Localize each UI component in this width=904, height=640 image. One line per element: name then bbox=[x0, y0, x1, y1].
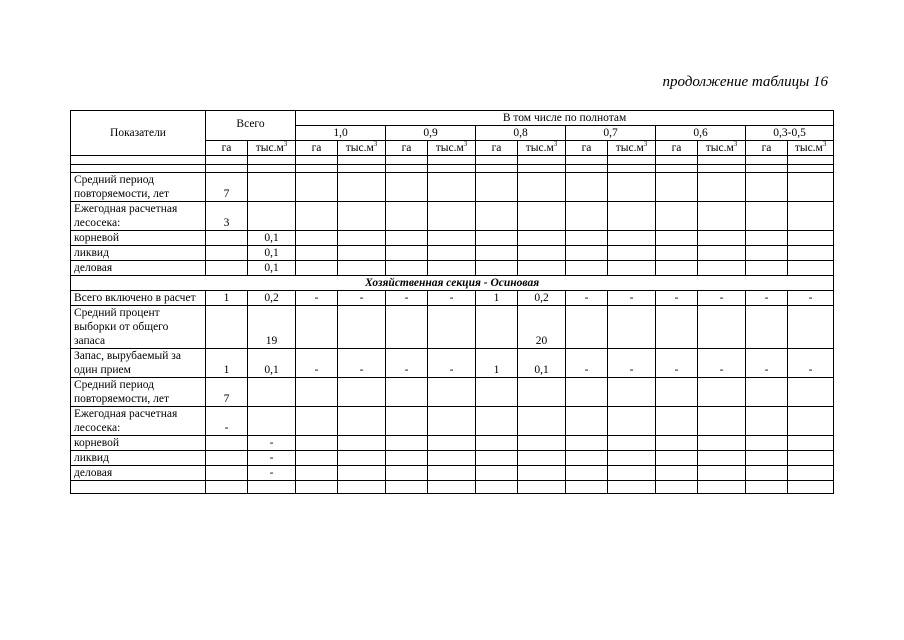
table-cell bbox=[656, 306, 698, 349]
empty-cell bbox=[476, 165, 518, 173]
table-cell bbox=[608, 451, 656, 466]
empty-cell bbox=[428, 156, 476, 165]
table-cell: 7 bbox=[206, 378, 248, 407]
table-cell bbox=[476, 261, 518, 276]
table-cell bbox=[338, 378, 386, 407]
row-label: Ежегодная расчетная лесосека: bbox=[71, 202, 206, 231]
empty-cell bbox=[476, 156, 518, 165]
table-cell bbox=[248, 173, 296, 202]
table-cell bbox=[608, 436, 656, 451]
table-cell bbox=[518, 466, 566, 481]
table-cell bbox=[296, 378, 338, 407]
table-cell bbox=[386, 436, 428, 451]
table-cell bbox=[476, 202, 518, 231]
table-cell bbox=[656, 378, 698, 407]
table-cell bbox=[296, 306, 338, 349]
density-header: 0,6 bbox=[656, 126, 746, 141]
table-cell: 1 bbox=[206, 349, 248, 378]
empty-cell bbox=[746, 165, 788, 173]
table-cell bbox=[608, 306, 656, 349]
table-cell: 1 bbox=[476, 291, 518, 306]
empty-cell bbox=[386, 481, 428, 494]
table-cell: - bbox=[566, 291, 608, 306]
table-cell bbox=[386, 306, 428, 349]
table-cell bbox=[656, 451, 698, 466]
table-cell: - bbox=[788, 291, 834, 306]
table-row bbox=[71, 306, 834, 349]
empty-cell bbox=[428, 481, 476, 494]
table-cell bbox=[698, 246, 746, 261]
table-cell bbox=[428, 246, 476, 261]
table-cell bbox=[476, 436, 518, 451]
table-cell bbox=[518, 261, 566, 276]
empty-cell bbox=[71, 156, 206, 165]
table-cell bbox=[248, 378, 296, 407]
table-cell bbox=[698, 378, 746, 407]
table-cell bbox=[338, 466, 386, 481]
empty-cell bbox=[656, 165, 698, 173]
empty-cell bbox=[608, 156, 656, 165]
header-indicators: Показатели bbox=[71, 111, 206, 156]
empty-cell bbox=[248, 156, 296, 165]
table-cell: - bbox=[248, 466, 296, 481]
table-cell bbox=[746, 246, 788, 261]
table-cell bbox=[566, 202, 608, 231]
table-row bbox=[71, 451, 834, 466]
table-cell bbox=[476, 231, 518, 246]
table-cell bbox=[518, 173, 566, 202]
table-cell bbox=[206, 451, 248, 466]
empty-cell bbox=[206, 481, 248, 494]
unit-volume-text: тыс.м bbox=[435, 142, 464, 154]
table-cell bbox=[476, 378, 518, 407]
table-cell: - bbox=[338, 291, 386, 306]
table-cell: - bbox=[296, 349, 338, 378]
density-header: 0,9 bbox=[386, 126, 476, 141]
empty-cell bbox=[296, 481, 338, 494]
table-cell bbox=[206, 246, 248, 261]
table-cell bbox=[566, 451, 608, 466]
table-cell: - bbox=[746, 291, 788, 306]
table-cell bbox=[386, 451, 428, 466]
empty-cell bbox=[248, 165, 296, 173]
table-cell: 0,1 bbox=[248, 231, 296, 246]
empty-cell bbox=[386, 156, 428, 165]
table-cell bbox=[656, 246, 698, 261]
table-row bbox=[71, 231, 834, 246]
table-cell bbox=[788, 246, 834, 261]
table-cell: 0,2 bbox=[518, 291, 566, 306]
table-row bbox=[71, 202, 834, 231]
table-cell bbox=[518, 202, 566, 231]
table-row bbox=[71, 407, 834, 436]
empty-cell bbox=[338, 165, 386, 173]
density-header: 0,7 bbox=[566, 126, 656, 141]
table-cell bbox=[476, 407, 518, 436]
table-row bbox=[71, 246, 834, 261]
empty-row bbox=[71, 165, 834, 173]
empty-cell bbox=[788, 165, 834, 173]
table-cell: - bbox=[386, 291, 428, 306]
unit-volume bbox=[788, 141, 834, 156]
table-row bbox=[71, 291, 834, 306]
table-cell bbox=[656, 466, 698, 481]
unit-volume-exponent: 3 bbox=[553, 140, 558, 148]
table-cell bbox=[608, 378, 656, 407]
unit-ha: га bbox=[746, 141, 788, 156]
table-cell bbox=[476, 173, 518, 202]
table-row bbox=[71, 349, 834, 378]
table-cell bbox=[746, 407, 788, 436]
table-cell bbox=[338, 407, 386, 436]
table-cell: - bbox=[698, 349, 746, 378]
table-cell bbox=[608, 466, 656, 481]
table-cell: - bbox=[428, 291, 476, 306]
table-cell bbox=[746, 436, 788, 451]
table-cell bbox=[296, 231, 338, 246]
unit-volume bbox=[338, 141, 386, 156]
empty-cell bbox=[746, 156, 788, 165]
table-cell bbox=[746, 231, 788, 246]
table-cell bbox=[698, 407, 746, 436]
unit-volume-exponent: 3 bbox=[283, 140, 288, 148]
unit-volume-text: тыс.м bbox=[255, 142, 284, 154]
table-cell bbox=[428, 407, 476, 436]
table-cell bbox=[206, 436, 248, 451]
table-cell bbox=[698, 231, 746, 246]
table-cell bbox=[746, 466, 788, 481]
table-cell bbox=[566, 466, 608, 481]
table-cell bbox=[428, 466, 476, 481]
empty-cell bbox=[386, 165, 428, 173]
table-cell bbox=[296, 407, 338, 436]
row-label: Средний период повторяемости, лет bbox=[71, 378, 206, 407]
empty-cell bbox=[656, 156, 698, 165]
table-cell bbox=[476, 246, 518, 261]
header-by-density: В том числе по полнотам bbox=[296, 111, 834, 126]
data-table bbox=[70, 110, 834, 494]
table-row bbox=[71, 378, 834, 407]
table-cell bbox=[566, 378, 608, 407]
table-cell bbox=[338, 261, 386, 276]
table-cell bbox=[566, 306, 608, 349]
table-cell: - bbox=[656, 349, 698, 378]
table-cell bbox=[566, 231, 608, 246]
table-cell bbox=[788, 173, 834, 202]
empty-cell bbox=[746, 481, 788, 494]
table-cell: - bbox=[746, 349, 788, 378]
empty-cell bbox=[656, 481, 698, 494]
section-title: Хозяйственная секция - Осиновая bbox=[71, 276, 834, 291]
table-cell bbox=[608, 407, 656, 436]
table-cell bbox=[698, 466, 746, 481]
empty-cell bbox=[71, 481, 206, 494]
table-cell bbox=[248, 202, 296, 231]
table-cell bbox=[656, 261, 698, 276]
unit-volume-exponent: 3 bbox=[643, 140, 648, 148]
unit-volume-text: тыс.м bbox=[794, 142, 823, 154]
table-cell bbox=[518, 378, 566, 407]
unit-volume-text: тыс.м bbox=[525, 142, 554, 154]
row-label: деловая bbox=[71, 466, 206, 481]
table-cell bbox=[296, 466, 338, 481]
table-cell bbox=[428, 202, 476, 231]
table-cell bbox=[206, 466, 248, 481]
table-cell bbox=[428, 261, 476, 276]
table-cell bbox=[476, 306, 518, 349]
unit-volume-text: тыс.м bbox=[705, 142, 734, 154]
table-cell: - bbox=[248, 436, 296, 451]
table-cell bbox=[206, 231, 248, 246]
table-cell bbox=[746, 261, 788, 276]
table-cell bbox=[788, 202, 834, 231]
empty-cell bbox=[566, 481, 608, 494]
table-cell bbox=[698, 261, 746, 276]
table-cell bbox=[788, 306, 834, 349]
section-row bbox=[71, 276, 834, 291]
table-cell bbox=[656, 231, 698, 246]
table-cell bbox=[476, 466, 518, 481]
table-cell bbox=[428, 436, 476, 451]
table-cell bbox=[428, 306, 476, 349]
table-cell bbox=[746, 451, 788, 466]
unit-volume bbox=[518, 141, 566, 156]
empty-cell bbox=[566, 165, 608, 173]
table-cell bbox=[698, 451, 746, 466]
table-cell bbox=[746, 306, 788, 349]
table-cell bbox=[338, 231, 386, 246]
table-cell: - bbox=[386, 349, 428, 378]
table-cell bbox=[698, 202, 746, 231]
empty-cell bbox=[428, 165, 476, 173]
row-label: Средний процент выборки от общего запаса bbox=[71, 306, 206, 349]
row-label: корневой bbox=[71, 436, 206, 451]
empty-row bbox=[71, 156, 834, 165]
table-cell bbox=[428, 173, 476, 202]
table-cell bbox=[296, 202, 338, 231]
table-cell: - bbox=[248, 451, 296, 466]
unit-volume-exponent: 3 bbox=[463, 140, 468, 148]
table-cell bbox=[386, 407, 428, 436]
empty-cell bbox=[476, 481, 518, 494]
table-cell bbox=[608, 246, 656, 261]
row-label: Ежегодная расчетная лесосека: bbox=[71, 407, 206, 436]
table-cell: 0,2 bbox=[248, 291, 296, 306]
table-cell bbox=[608, 261, 656, 276]
table-cell bbox=[608, 231, 656, 246]
table-cell bbox=[338, 436, 386, 451]
table-cell bbox=[386, 378, 428, 407]
empty-cell bbox=[698, 165, 746, 173]
table-cell bbox=[476, 451, 518, 466]
table-row bbox=[71, 436, 834, 451]
row-label: ликвид bbox=[71, 246, 206, 261]
empty-cell bbox=[518, 165, 566, 173]
table-cell: 1 bbox=[206, 291, 248, 306]
empty-row bbox=[71, 481, 834, 494]
table-cell bbox=[566, 436, 608, 451]
table-cell bbox=[338, 173, 386, 202]
unit-ha: га bbox=[566, 141, 608, 156]
table-cell bbox=[698, 306, 746, 349]
table-cell bbox=[386, 173, 428, 202]
empty-cell bbox=[698, 156, 746, 165]
table-continuation-caption: продолжение таблицы 16 bbox=[662, 74, 828, 90]
table-cell bbox=[788, 231, 834, 246]
unit-ha: га bbox=[386, 141, 428, 156]
table-cell: 0,1 bbox=[248, 246, 296, 261]
unit-volume bbox=[428, 141, 476, 156]
unit-volume bbox=[698, 141, 746, 156]
table-cell: 19 bbox=[248, 306, 296, 349]
table-cell: - bbox=[338, 349, 386, 378]
table-cell bbox=[656, 173, 698, 202]
empty-cell bbox=[296, 165, 338, 173]
table-cell: 1 bbox=[476, 349, 518, 378]
table-cell: - bbox=[698, 291, 746, 306]
table-cell bbox=[428, 378, 476, 407]
table-row bbox=[71, 466, 834, 481]
empty-cell bbox=[71, 165, 206, 173]
table-cell bbox=[566, 246, 608, 261]
table-row bbox=[71, 261, 834, 276]
empty-cell bbox=[518, 156, 566, 165]
unit-ha: га bbox=[476, 141, 518, 156]
table-cell bbox=[788, 261, 834, 276]
unit-volume-exponent: 3 bbox=[373, 140, 378, 148]
table-cell bbox=[428, 451, 476, 466]
table-cell bbox=[206, 306, 248, 349]
row-label: деловая bbox=[71, 261, 206, 276]
empty-cell bbox=[338, 481, 386, 494]
table-cell: - bbox=[206, 407, 248, 436]
table-cell bbox=[788, 436, 834, 451]
table-cell: 0,1 bbox=[248, 261, 296, 276]
density-header: 0,8 bbox=[476, 126, 566, 141]
empty-cell bbox=[698, 481, 746, 494]
table-cell bbox=[296, 451, 338, 466]
table-cell bbox=[296, 246, 338, 261]
table-cell bbox=[386, 202, 428, 231]
table-cell bbox=[386, 231, 428, 246]
table-cell: - bbox=[656, 291, 698, 306]
unit-volume-text: тыс.м bbox=[615, 142, 644, 154]
table-cell bbox=[656, 436, 698, 451]
unit-volume bbox=[248, 141, 296, 156]
unit-volume-exponent: 3 bbox=[733, 140, 738, 148]
row-label: Всего включено в расчет bbox=[71, 291, 206, 306]
empty-cell bbox=[608, 165, 656, 173]
table-cell: 0,1 bbox=[248, 349, 296, 378]
table-cell bbox=[698, 173, 746, 202]
table-cell bbox=[656, 407, 698, 436]
table-cell: - bbox=[566, 349, 608, 378]
empty-cell bbox=[608, 481, 656, 494]
table-cell bbox=[386, 261, 428, 276]
table-cell bbox=[518, 451, 566, 466]
empty-cell bbox=[338, 156, 386, 165]
empty-cell bbox=[248, 481, 296, 494]
table-cell bbox=[296, 173, 338, 202]
table-cell bbox=[518, 436, 566, 451]
row-label: ликвид bbox=[71, 451, 206, 466]
header-total: Всего bbox=[206, 111, 296, 141]
table-cell: 20 bbox=[518, 306, 566, 349]
empty-cell bbox=[566, 156, 608, 165]
table-cell bbox=[788, 466, 834, 481]
table-cell bbox=[788, 451, 834, 466]
table-cell bbox=[788, 378, 834, 407]
density-header: 1,0 bbox=[296, 126, 386, 141]
table-cell bbox=[248, 407, 296, 436]
table-cell bbox=[518, 231, 566, 246]
table-cell bbox=[296, 261, 338, 276]
table-cell bbox=[746, 378, 788, 407]
table-cell bbox=[338, 306, 386, 349]
table-cell bbox=[566, 407, 608, 436]
empty-cell bbox=[518, 481, 566, 494]
table-cell bbox=[338, 451, 386, 466]
table-cell bbox=[746, 173, 788, 202]
table-cell: - bbox=[296, 291, 338, 306]
unit-volume bbox=[608, 141, 656, 156]
table-row bbox=[71, 173, 834, 202]
table-cell bbox=[566, 173, 608, 202]
row-label: Средний период повторяемости, лет bbox=[71, 173, 206, 202]
empty-cell bbox=[788, 481, 834, 494]
unit-ha: га bbox=[206, 141, 248, 156]
table-cell bbox=[206, 261, 248, 276]
table-cell bbox=[608, 173, 656, 202]
empty-cell bbox=[788, 156, 834, 165]
unit-volume-text: тыс.м bbox=[345, 142, 374, 154]
table-cell: 0,1 bbox=[518, 349, 566, 378]
table-cell: 3 bbox=[206, 202, 248, 231]
table-cell bbox=[566, 261, 608, 276]
table-cell bbox=[386, 246, 428, 261]
unit-ha: га bbox=[656, 141, 698, 156]
table-cell: - bbox=[608, 349, 656, 378]
table-cell bbox=[428, 231, 476, 246]
density-header: 0,3-0,5 bbox=[746, 126, 834, 141]
table-cell bbox=[338, 202, 386, 231]
unit-volume-exponent: 3 bbox=[822, 140, 827, 148]
table-cell bbox=[518, 407, 566, 436]
table-cell: - bbox=[608, 291, 656, 306]
table-cell bbox=[386, 466, 428, 481]
table-cell: 7 bbox=[206, 173, 248, 202]
table-cell bbox=[656, 202, 698, 231]
table-cell bbox=[338, 246, 386, 261]
table-cell: - bbox=[788, 349, 834, 378]
unit-ha: га bbox=[296, 141, 338, 156]
table-cell bbox=[746, 202, 788, 231]
empty-cell bbox=[206, 156, 248, 165]
table-cell bbox=[518, 246, 566, 261]
table-cell bbox=[296, 436, 338, 451]
table-cell bbox=[788, 407, 834, 436]
table-cell: - bbox=[428, 349, 476, 378]
table-cell bbox=[698, 436, 746, 451]
empty-cell bbox=[296, 156, 338, 165]
row-label: корневой bbox=[71, 231, 206, 246]
table-cell bbox=[608, 202, 656, 231]
empty-cell bbox=[206, 165, 248, 173]
row-label: Запас, вырубаемый за один прием bbox=[71, 349, 206, 378]
